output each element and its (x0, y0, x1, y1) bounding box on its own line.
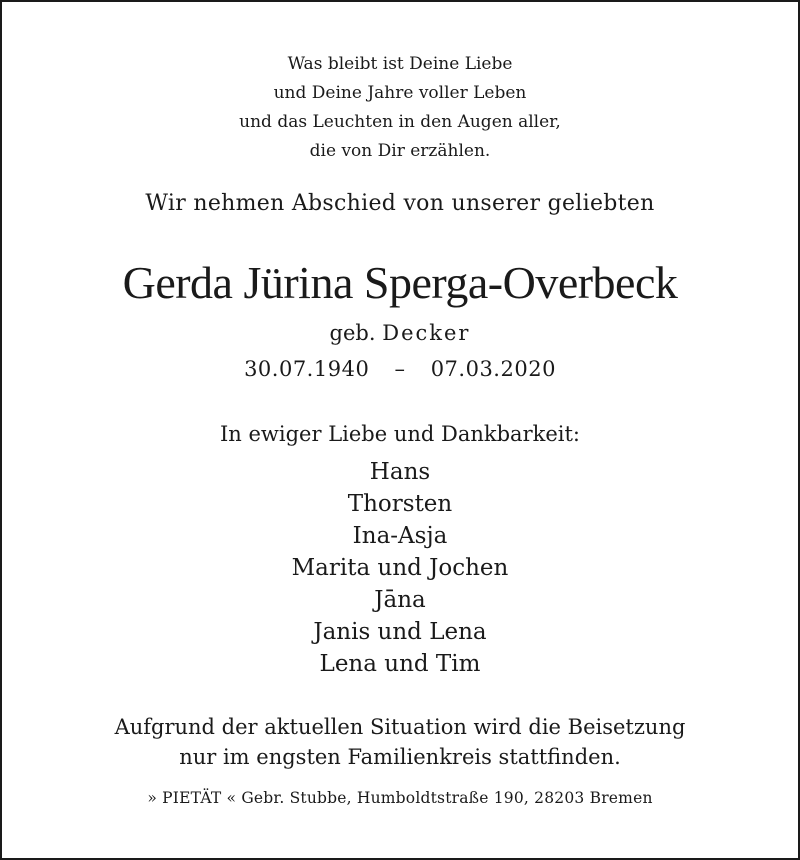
poem-line: und Deine Jahre voller Leben (273, 83, 527, 103)
birth-date: 30.07.1940 (244, 357, 370, 381)
burial-note (2, 712, 798, 772)
mourner-name: Thorsten (347, 491, 453, 517)
burial-note-line: Aufgrund der aktuellen Situation wird die Beisetzung (114, 715, 686, 739)
mourner-name: Hans (369, 459, 431, 485)
poem-line: die von Dir erzählen. (309, 141, 491, 161)
deceased-name: Gerda Jürina Sperga-Overbeck (122, 257, 678, 308)
poem-verse (2, 50, 798, 166)
mourner-name: Jāna (374, 587, 426, 613)
mourner-name: Janis und Lena (313, 619, 487, 645)
farewell-intro: Wir nehmen Abschied von unserer geliebten (145, 191, 655, 216)
date-separator: – (394, 357, 406, 381)
burial-note-line: nur im engsten Familienkreis stattfinden. (179, 745, 621, 769)
poem-line: und das Leuchten in den Augen aller, (239, 112, 561, 132)
poem-line: Was bleibt ist Deine Liebe (287, 54, 513, 74)
mourner-name: Ina-Asja (352, 523, 448, 549)
funeral-home-footer: » PIETÄT « Gebr. Stubbe, Humboldtstraße 190, 28203 Bremen (147, 789, 653, 807)
mourner-name: Marita und Jochen (291, 555, 509, 581)
gratitude-heading: In ewiger Liebe und Dankbarkeit: (220, 422, 580, 446)
life-dates (2, 354, 798, 384)
mourners-list (2, 456, 798, 680)
birth-name (2, 318, 798, 348)
nee-prefix: geb. (329, 321, 376, 345)
nee-surname: Decker (382, 321, 471, 345)
mourner-name: Lena und Tim (319, 651, 481, 677)
death-date: 07.03.2020 (430, 357, 556, 381)
